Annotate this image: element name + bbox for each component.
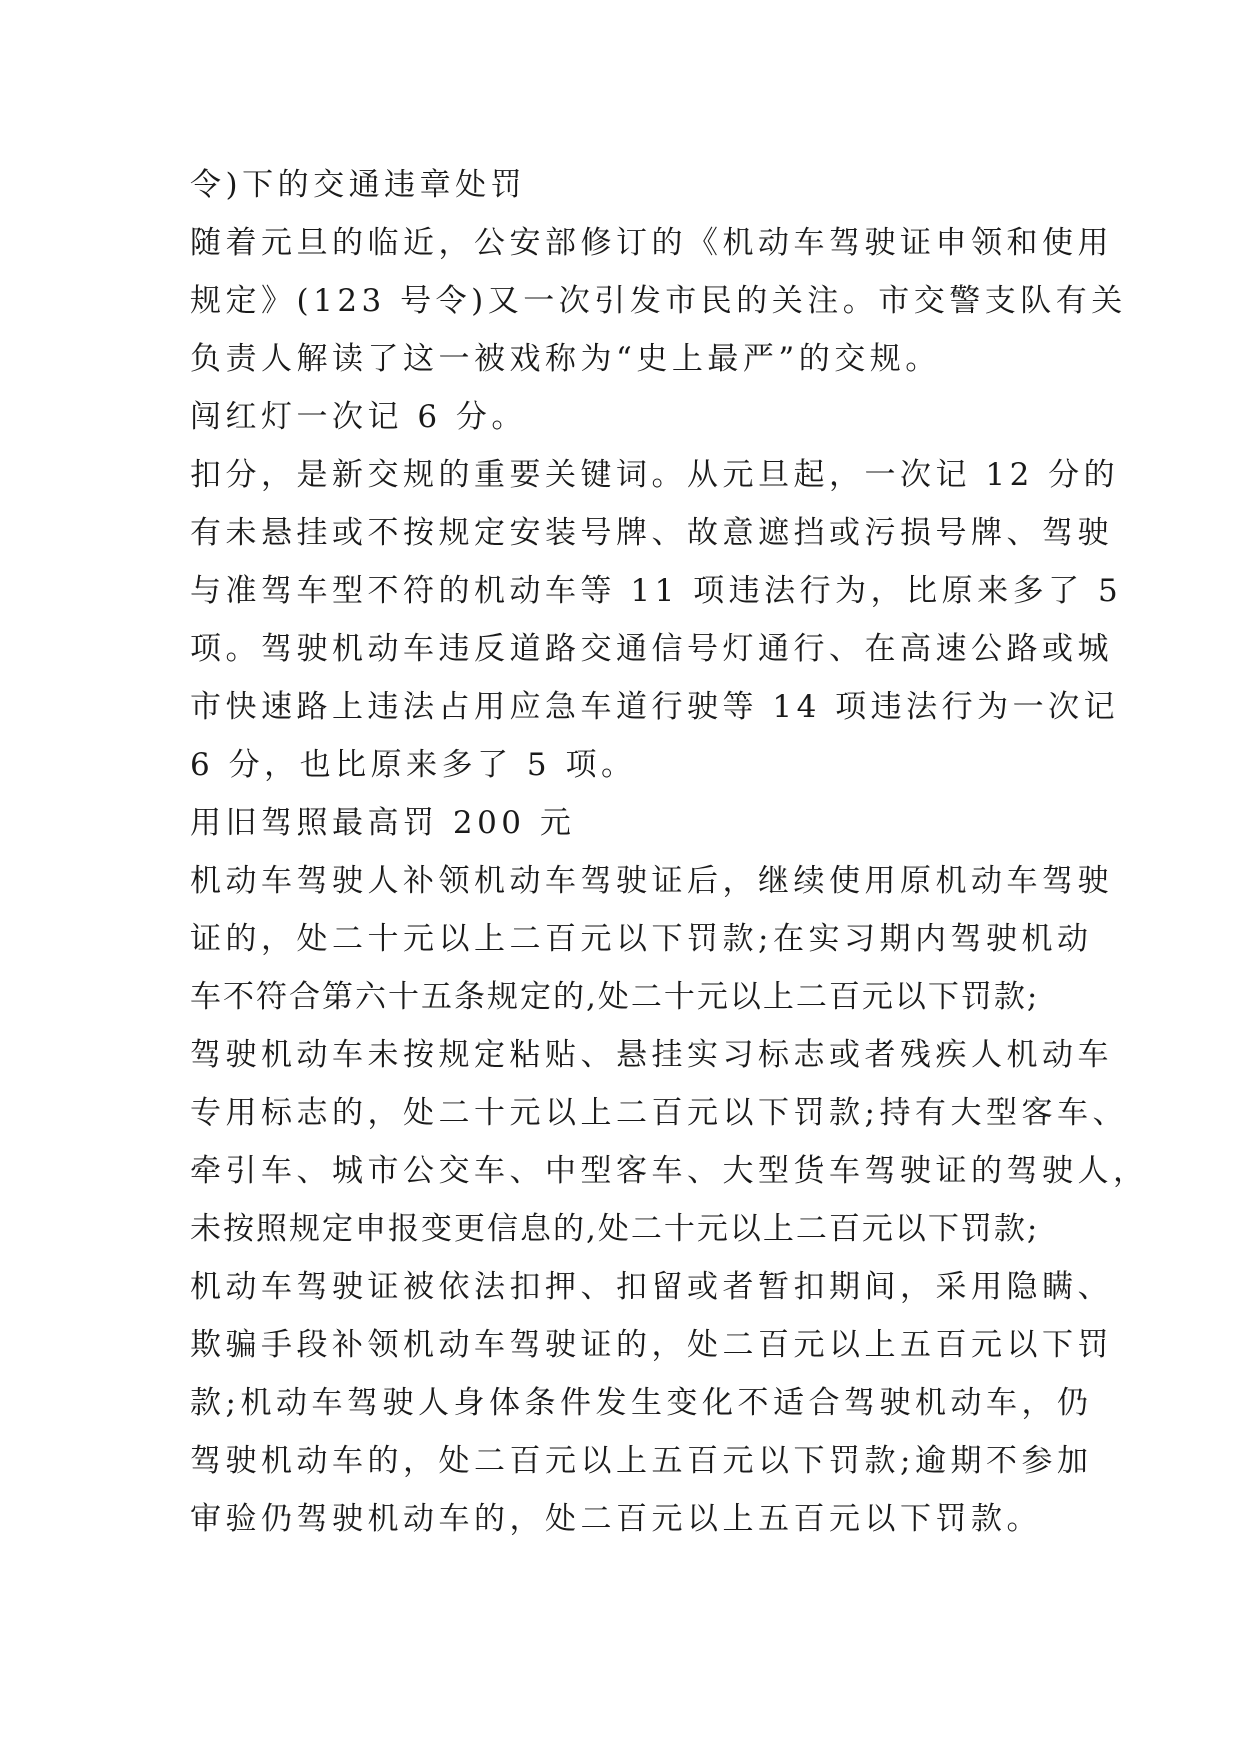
text-line: 令)下的交通违章处罚 — [190, 167, 527, 203]
text-line: 专用标志的，处二十元以上二百元以下罚款;持有大型客车、 — [190, 1095, 1128, 1131]
text-line: 审验仍驾驶机动车的，处二百元以上五百元以下罚款。 — [190, 1501, 1042, 1537]
text-line: 随着元旦的临近，公安部修订的《机动车驾驶证申领和使用 — [190, 225, 1113, 261]
text-line: 款;机动车驾驶人身体条件发生变化不适合驾驶机动车，仍 — [190, 1385, 1093, 1421]
text-line: 6 分，也比原来多了 5 项。 — [190, 747, 637, 783]
text-line: 机动车驾驶证被依法扣押、扣留或者暂扣期间，采用隐瞒、 — [190, 1269, 1113, 1305]
text-line: 闯红灯一次记 6 分。 — [190, 399, 527, 435]
text-line: 与准驾车型不符的机动车等 11 项违法行为，比原来多了 5 — [190, 573, 1123, 609]
text-line: 机动车驾驶人补领机动车驾驶证后，继续使用原机动车驾驶 — [190, 863, 1113, 899]
text-line: 证的，处二十元以上二百元以下罚款;在实习期内驾驶机动 — [190, 921, 1093, 957]
text-line: 用旧驾照最高罚 200 元 — [190, 805, 576, 841]
text-line: 驾驶机动车的，处二百元以上五百元以下罚款;逾期不参加 — [190, 1443, 1093, 1479]
text-line: 规定》(123 号令)又一次引发市民的关注。市交警支队有关 — [190, 283, 1127, 319]
text-line: 有未悬挂或不按规定安装号牌、故意遮挡或污损号牌、驾驶 — [190, 515, 1113, 551]
text-line: 车不符合第六十五条规定的,处二十元以上二百元以下罚款; — [190, 979, 1040, 1015]
text-line: 牵引车、城市公交车、中型客车、大型货车驾驶证的驾驶人， — [190, 1153, 1149, 1189]
text-line: 驾驶机动车未按规定粘贴、悬挂实习标志或者残疾人机动车 — [190, 1037, 1113, 1073]
text-line: 未按照规定申报变更信息的,处二十元以上二百元以下罚款; — [190, 1211, 1040, 1247]
text-line: 市快速路上违法占用应急车道行驶等 14 项违法行为一次记 — [190, 689, 1120, 725]
text-line: 负责人解读了这一被戏称为“史上最严”的交规。 — [190, 341, 941, 377]
text-line: 欺骗手段补领机动车驾驶证的，处二百元以上五百元以下罚 — [190, 1327, 1113, 1363]
text-line: 扣分，是新交规的重要关键词。从元旦起，一次记 12 分的 — [190, 457, 1120, 493]
body-text — [190, 156, 1149, 1548]
text-line: 项。驾驶机动车违反道路交通信号灯通行、在高速公路或城 — [190, 631, 1113, 667]
